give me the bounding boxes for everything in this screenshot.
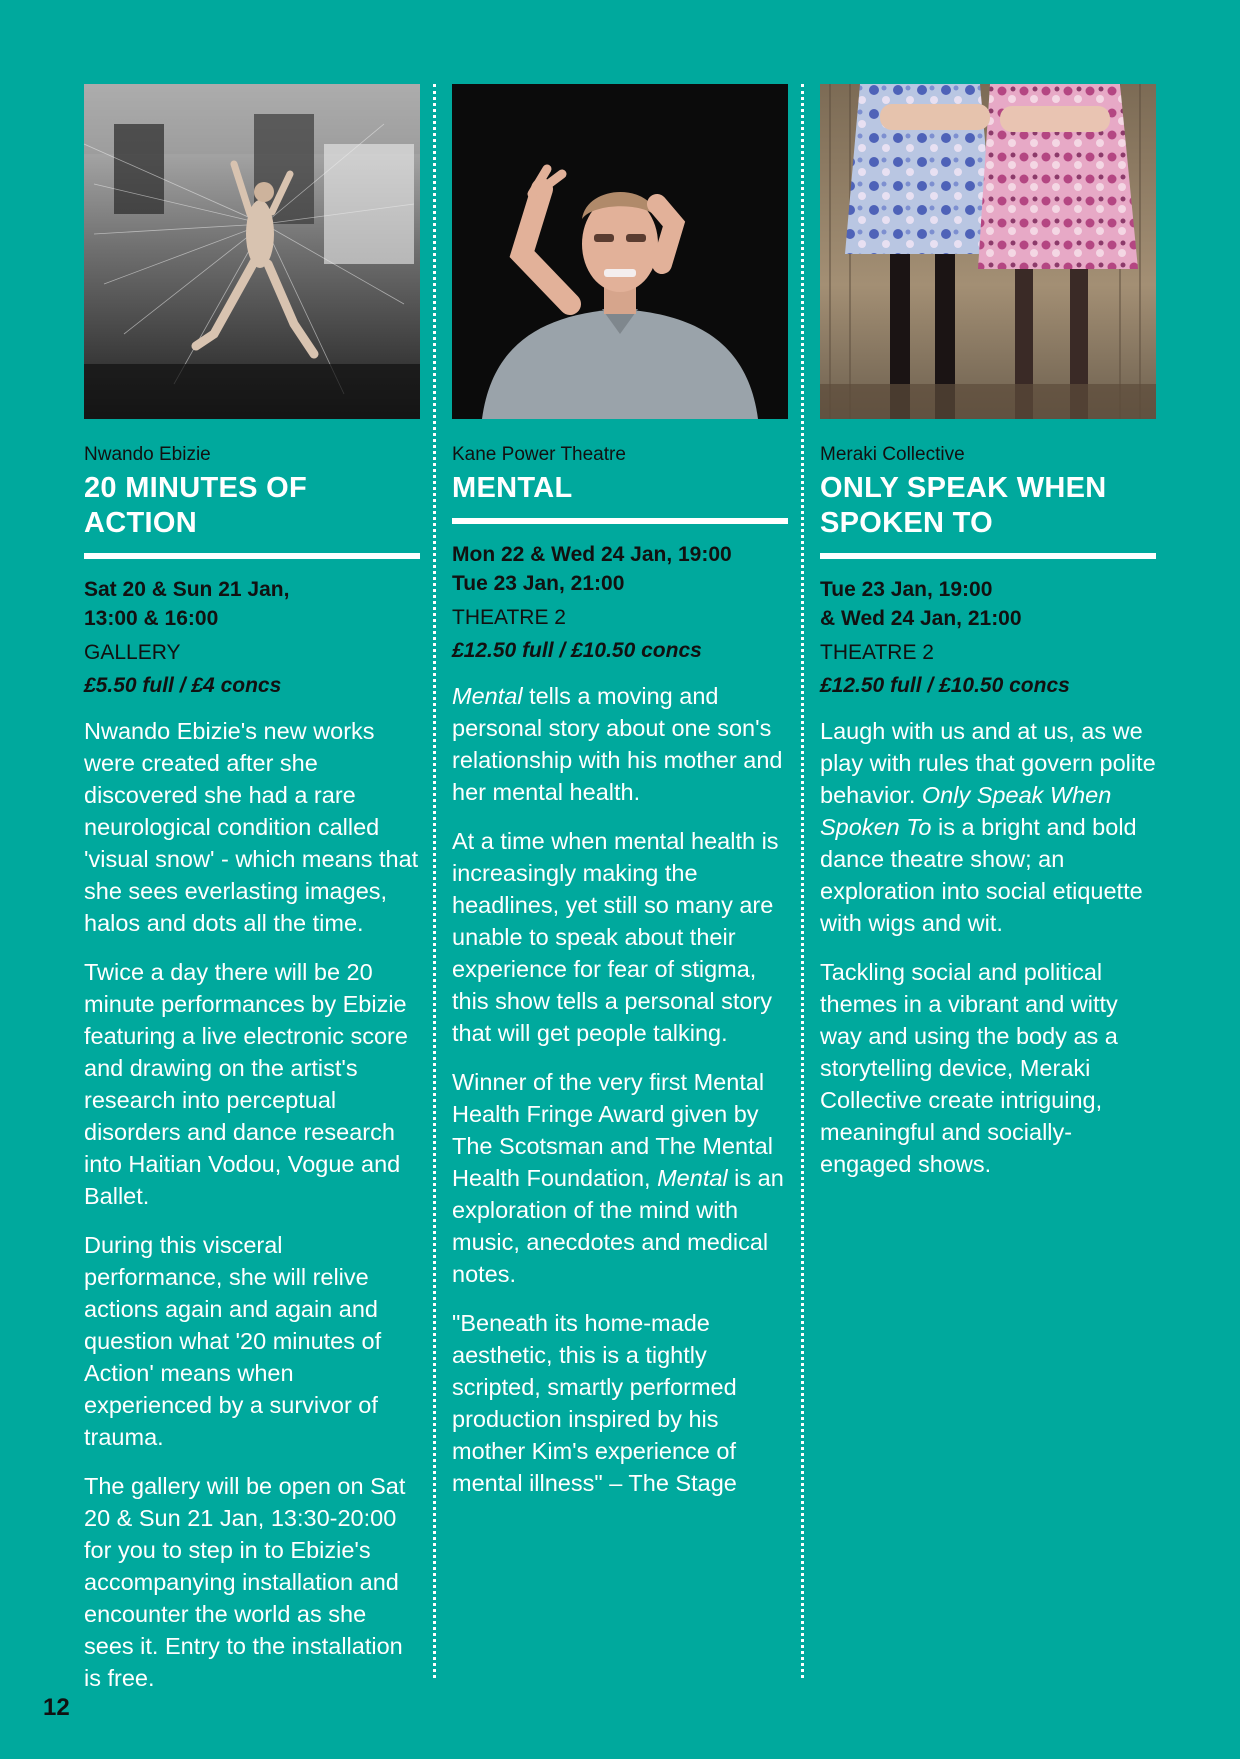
event-photo [452, 84, 788, 419]
description-paragraph: At a time when mental health is increasingly making the headlines, yet still so many are unable to speak about their experience for fear of stigma, this show tells a personal story that will get people talking. [452, 828, 779, 1046]
page-number: 12 [43, 1694, 70, 1721]
description-paragraph: The gallery will be open on Sat 20 & Sun 21 Jan, 13:30-20:00 for you to step in to Ebizie's accompanying installation and encounter the world as she sees it. Entry to the installation is free. [84, 1473, 406, 1691]
event-title: MENTAL [452, 472, 573, 504]
title-rule [84, 553, 420, 559]
event-dates: Sat 20 & Sun 21 Jan, 13:00 & 16:00 [84, 578, 290, 630]
italic-title: Only Speak When Spoken To [820, 782, 1112, 840]
company-name: Kane Power Theatre [452, 444, 626, 465]
actor-photo-image [452, 84, 788, 419]
description-paragraph: Mental tells a moving and personal story about one son's relationship with his mother and her mental health. [452, 683, 783, 805]
company-name: Meraki Collective [820, 444, 965, 465]
dancer-photo-image [84, 84, 420, 419]
event-price: £5.50 full / £4 concs [84, 674, 282, 697]
event-dates: Tue 23 Jan, 19:00 & Wed 24 Jan, 21:00 [820, 578, 1022, 630]
event-description [84, 715, 420, 1694]
event-dates: Mon 22 & Wed 24 Jan, 19:00 Tue 23 Jan, 21:00 [452, 543, 732, 595]
event-title: 20 MINUTES OF ACTION [84, 472, 308, 539]
event-photo [84, 84, 420, 419]
dresses-photo-image [820, 84, 1156, 419]
event-venue: THEATRE 2 [452, 606, 566, 629]
title-rule [820, 553, 1156, 559]
column-divider [433, 84, 436, 1678]
event-description [820, 715, 1156, 1180]
event-price: £12.50 full / £10.50 concs [452, 639, 702, 662]
column-divider [801, 84, 804, 1678]
event-photo [820, 84, 1156, 419]
description-paragraph: Winner of the very first Mental Health Fringe Award given by The Scotsman and The Mental Health Foundation, Mental is an exploration of the mind with music, anecdotes and medical notes. [452, 1069, 784, 1287]
company-name: Nwando Ebizie [84, 444, 211, 465]
event-column [84, 84, 420, 1711]
italic-title: Mental [452, 683, 523, 709]
description-paragraph: Nwando Ebizie's new works were created after she discovered she had a rare neurological condition called 'visual snow' - which means that she sees everlasting images, halos and dots all the time. [84, 718, 419, 936]
event-venue: GALLERY [84, 641, 181, 664]
description-paragraph: Laugh with us and at us, as we play with rules that govern polite behavior. Only Speak When Spoken To is a bright and bold dance theatre show; an exploration into social etiquette with wigs and wit. [820, 718, 1156, 936]
italic-title: Mental [657, 1165, 728, 1191]
event-column [452, 84, 788, 1516]
title-rule [452, 518, 788, 524]
description-paragraph: Tackling social and political themes in a vibrant and witty way and using the body as a storytelling device, Meraki Collective create intriguing, meaningful and socially-engaged shows. [820, 959, 1118, 1177]
description-paragraph: During this visceral performance, she will relive actions again and again and question what '20 minutes of Action' means when experienced by a survivor of trauma. [84, 1232, 382, 1450]
description-paragraph: "Beneath its home-made aesthetic, this is a tightly scripted, smartly performed production inspired by his mother Kim's experience of mental illness" – The Stage [452, 1310, 737, 1496]
event-description [452, 680, 788, 1499]
event-price: £12.50 full / £10.50 concs [820, 674, 1070, 697]
event-title: ONLY SPEAK WHEN SPOKEN TO [820, 472, 1107, 539]
event-column [820, 84, 1156, 1197]
event-venue: THEATRE 2 [820, 641, 934, 664]
description-paragraph: Twice a day there will be 20 minute performances by Ebizie featuring a live electronic score and drawing on the artist's research into perceptual disorders and dance research into Haitian Vodou, Vogue and Ballet. [84, 959, 408, 1209]
